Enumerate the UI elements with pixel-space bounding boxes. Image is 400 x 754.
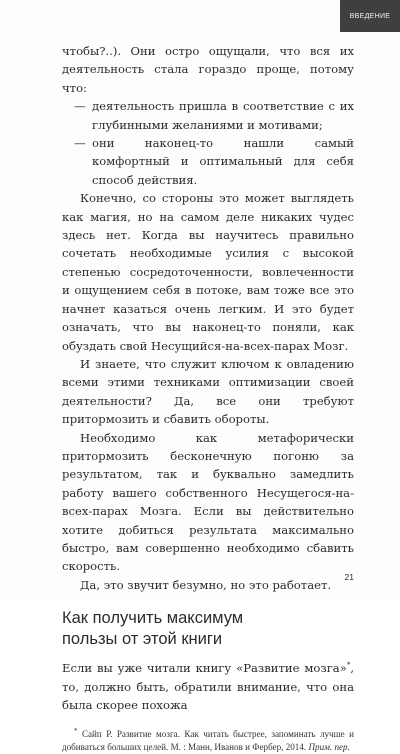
section-label: ВВЕДЕНИЕ (349, 12, 391, 20)
paragraph-continuation: чтобы?..). Они остро ощущали, что вся их деятельность стала гораздо проще, потому что: (62, 44, 354, 95)
footnote-marker: * (74, 727, 78, 736)
section-heading: Как получить максимум пользы от этой книги (62, 609, 244, 649)
page-number: 21 (344, 572, 354, 582)
paragraph: Конечно, со стороны это может выглядеть как магия, но на самом деле никаких чудес здесь нет. Когда вы научитесь правильно сочетать необходимые усилия с высокой степенью сосредоточенности, вовлеченности и ощущением себя в потоке, вам тоже все это начнет казаться очень легким. И это будет означать, что вы наконец-то поняли, как обуздать свой Несущийся-на-всех-парах Мозг. (62, 191, 354, 353)
list-item: — они наконец-то нашли самый комфортный и оптимальный для себя способ действия. (62, 134, 354, 189)
section-paragraph-start: Если вы уже читали книгу «Развитие мозга» (62, 661, 347, 676)
footnote-reference: * (346, 661, 351, 670)
paragraph: Необходимо как метафорически притормозить бесконечную погоню за результатом, так и буквально замедлить работу вашего собственного Несущегося-на-всех-парах Мозга. Если вы действительно хотите добиться результата максимально быстро, вам совершенно необходимо сбавить скорость. (62, 430, 354, 574)
footnote-text: Сайп Р. Развитие мозга. Как читать быстрее, запоминать лучше и добиваться больших целей. М. : Манн, Иванов и Фербер, 2014. (62, 729, 354, 753)
footnote-translator-note: Прим. пер. (308, 742, 350, 753)
footnote (62, 728, 354, 754)
paragraph: Да, это звучит безумно, но это работает. (80, 577, 332, 592)
paragraph: И знаете, что служит ключом к овладению всеми этими техниками оптимизации своей деятельности? Да, все они требуют притормозить и сбавить обороты. (62, 356, 354, 427)
list-item: — деятельность пришла в соответствие с их глубинными желаниями и мотивами; (62, 97, 354, 134)
section-paragraph (62, 659, 354, 714)
section-paragraph-end: , то, должно быть, обратили внимание, что она была скорее похожа (62, 661, 354, 712)
footnote-divider (62, 722, 354, 724)
page-content (62, 42, 354, 754)
dash-list (62, 97, 354, 189)
section-tab (340, 0, 400, 32)
